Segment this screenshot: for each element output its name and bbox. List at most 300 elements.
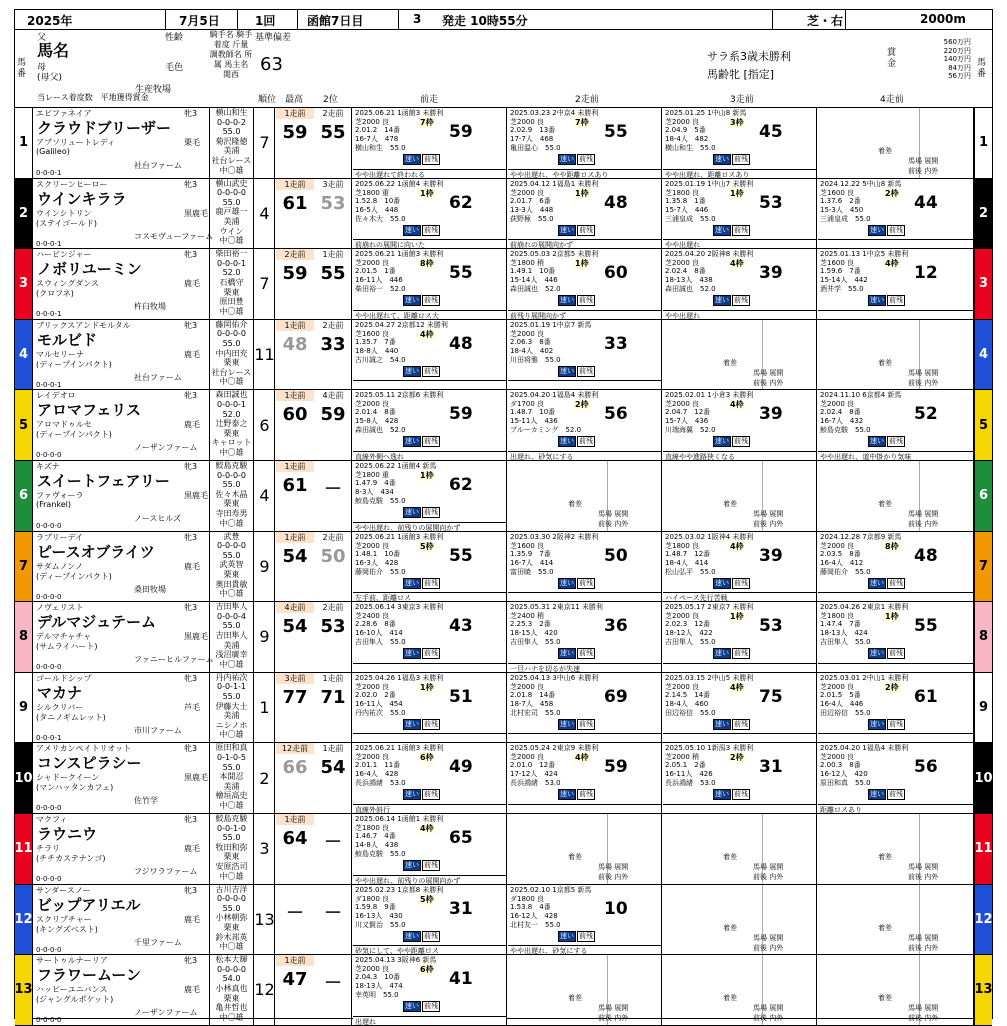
- sire-name: サンダースノー: [36, 885, 91, 895]
- past-race-1[interactable]: [353, 743, 507, 813]
- jockey-line: 55.0: [222, 903, 241, 913]
- past-race-4[interactable]: [818, 602, 974, 672]
- horse-name[interactable]: ノボリユーミン: [37, 260, 142, 279]
- umaban-left: 7: [15, 532, 33, 602]
- past-race-2[interactable]: [508, 249, 662, 319]
- past-race-4[interactable]: [818, 673, 974, 743]
- race-header: 2025.05.11 2京都6 未勝利: [355, 391, 444, 400]
- past-race-4[interactable]: [818, 179, 974, 249]
- second-figure: 54: [320, 757, 346, 779]
- race-figure: 53: [759, 616, 783, 637]
- dam-name: シルクリバー: [36, 702, 84, 712]
- race-year: 2025年: [27, 14, 73, 28]
- past-race-1[interactable]: [353, 885, 507, 955]
- sire-name: ハービンジャー: [36, 250, 92, 260]
- broodmare-sire: (ディープインパクト): [36, 571, 112, 581]
- second-label: 2走前: [322, 320, 344, 330]
- jockey-line: 牧田和弥: [215, 842, 248, 852]
- rank: 7: [255, 108, 275, 178]
- race-figure: 62: [449, 475, 473, 495]
- jockey-line: 美浦: [223, 640, 240, 650]
- past-race-3[interactable]: [663, 179, 817, 249]
- past-race-4[interactable]: [818, 390, 974, 460]
- race-comment: [818, 310, 973, 319]
- past-race-2[interactable]: [508, 602, 662, 672]
- race-tags: 速い 前残: [405, 1002, 438, 1011]
- jockey-line: 横山和生: [215, 108, 248, 117]
- past-race-2[interactable]: [508, 390, 662, 460]
- distance: 2000m: [920, 12, 966, 26]
- race-header: 2025.01.19 1中山7 未勝利: [665, 179, 754, 188]
- jockey-line: 本間忍: [219, 772, 244, 782]
- horse-name[interactable]: ビップアリエル: [37, 895, 141, 914]
- race-figure: 62: [449, 192, 473, 213]
- race-course: 芝2400 稍: [510, 612, 545, 621]
- jockey-line: 檜垣高史: [215, 791, 248, 801]
- jockey-line: 浅沼廣幸: [215, 650, 248, 660]
- past-race-1[interactable]: [353, 814, 507, 884]
- race-meta: 1.46.7 4番 14-8人 438 鮫島克駿 55.0: [355, 832, 406, 858]
- jockey-line: 0-0-0-0: [216, 541, 247, 551]
- race-meta: 2.14.5 14番 18-4人 460 田辺裕信 55.0: [665, 690, 716, 717]
- race-tags: 速い 前残: [405, 649, 438, 658]
- jockey-line: 55.0: [222, 127, 241, 137]
- race-figure: 39: [759, 263, 783, 284]
- rank: 12: [255, 955, 275, 1025]
- post-position: 7枠: [420, 118, 434, 127]
- race-course: 芝1800 良: [665, 541, 700, 550]
- horse-name[interactable]: マカナ: [37, 683, 83, 702]
- best-figure: 66: [282, 757, 308, 779]
- baba-label: 馬場 展開: [753, 368, 784, 377]
- speed-figures: [276, 320, 352, 390]
- broodmare-sire: (チチカステナンゴ): [36, 854, 106, 863]
- breeder: 杵臼牧場: [134, 302, 166, 312]
- post-position: 2枠: [575, 400, 589, 410]
- race-comment: 直線外斜行: [353, 804, 506, 813]
- second-figure: －: [324, 832, 342, 853]
- speed-figures: [276, 885, 352, 955]
- dam-name: デルマチャチャ: [36, 632, 92, 642]
- race-course: 芝2000 良: [820, 753, 855, 762]
- post-position: 2枠: [885, 188, 899, 198]
- horse-name[interactable]: モルビド: [37, 330, 98, 349]
- umaban-left: 10: [15, 743, 33, 813]
- jockey-line: 0-1-0-5: [216, 752, 247, 762]
- rank: 4: [255, 461, 275, 531]
- jockey-line: 栗東: [223, 922, 240, 932]
- horse-name[interactable]: アロマフェリス: [37, 401, 141, 420]
- umaban-right: 4: [974, 320, 992, 390]
- race-meta: 1.35.7 7番 18-8人 440 古川誠之 54.0: [355, 337, 406, 364]
- past-race-empty: [508, 461, 662, 531]
- breeder: 千里ファーム: [134, 937, 182, 947]
- earnings-record: 0-0-0-0: [36, 875, 62, 883]
- umaban-right: 1: [974, 108, 992, 178]
- race-course: 芝1600 良: [820, 259, 855, 268]
- race-meta: 2.04.7 12番 15-7人 436 川端海翼 52.0: [665, 408, 716, 435]
- race-course: 芝2000 良: [355, 682, 390, 691]
- race-class: サラ系3歳未勝利: [707, 50, 791, 63]
- jockey-line: 原田豊: [219, 297, 244, 307]
- race-header: 2025.01.25 1中山8 新馬: [665, 109, 747, 117]
- second-figure: 53: [320, 616, 346, 638]
- race-tags: 速い 前残: [560, 225, 593, 234]
- horse-row: [15, 249, 992, 320]
- second-label: 1走前: [322, 673, 344, 683]
- sex-header: 性齢: [165, 33, 184, 43]
- second-figure: 53: [320, 192, 346, 214]
- past-race-1[interactable]: [353, 602, 507, 672]
- jockey-line: 中〇雄: [219, 589, 244, 599]
- past-race-empty: [818, 814, 974, 884]
- jockey-line: 吉田隼人: [215, 630, 248, 640]
- horse-row: [15, 955, 992, 1026]
- race-tags: 速い 前残: [405, 225, 438, 234]
- past-race-2[interactable]: [508, 179, 662, 249]
- best-label: 4走前: [276, 602, 314, 613]
- second-figure: －: [324, 479, 342, 500]
- sex-age: 牝3: [184, 320, 198, 330]
- position-label: 前後 内外: [753, 873, 784, 881]
- dam-name: サダムノンノ: [36, 561, 83, 571]
- surface: 芝・右: [807, 14, 844, 28]
- chakusa-label: 着差: [878, 923, 892, 932]
- chakusa-label: 着差: [878, 994, 892, 1003]
- race-comment: やや出遅れ、前残りの展開向かず: [353, 875, 506, 884]
- race-course: 芝2000 良: [665, 400, 700, 409]
- race-course: 芝2000 良: [355, 753, 390, 762]
- past-race-4[interactable]: [818, 532, 974, 602]
- race-course: 芝2000 良: [355, 400, 390, 409]
- race-figure: 56: [914, 757, 938, 778]
- race-meta: 2.02.3 12番 18-12人 422 吉田隼人 55.0: [665, 620, 716, 647]
- jockey-line: 鈴木邦英: [215, 932, 248, 942]
- jockey-block: [209, 249, 253, 319]
- race-figure: 10: [604, 898, 628, 919]
- post-position: 1枠: [420, 471, 434, 480]
- jockey-line: 美浦: [223, 216, 240, 226]
- jockey-line: 原田和真: [215, 743, 248, 753]
- jockey-line: 古川吉洋: [215, 884, 248, 894]
- jockey-line: ウイン: [219, 226, 244, 236]
- race-header: 2025.01.13 1中京5 未勝利: [820, 250, 909, 259]
- post-position: 1枠: [730, 612, 744, 622]
- sire-name: スクリーンヒーロー: [36, 179, 108, 189]
- race-comment: 直線やや進路狭くなる: [663, 451, 816, 460]
- sire-name: ブリックスアンドモルタル: [36, 320, 131, 330]
- past-race-3[interactable]: [663, 602, 817, 672]
- best-label: 1走前: [276, 955, 314, 966]
- race-comment: 距離ロスあり: [818, 804, 973, 813]
- past-race-2[interactable]: [508, 673, 662, 743]
- umaban-right: 2: [974, 179, 992, 249]
- umaban-header-right: 馬番: [977, 58, 987, 79]
- post-position: 8枠: [420, 259, 434, 269]
- broodmare-sire: (Frankel): [36, 500, 72, 509]
- jockey-line: 中内田充: [215, 348, 248, 358]
- past-race-1[interactable]: [353, 249, 507, 319]
- chakusa-label: 着差: [568, 853, 582, 861]
- horse-name[interactable]: クラウドブリーザー: [37, 119, 171, 137]
- jockey-line: 中〇雄: [219, 730, 244, 740]
- race-header: 2025.02.10 1京都5 新馬: [510, 885, 592, 894]
- past-race-2[interactable]: [508, 885, 662, 955]
- race-meta: 2.25.3 2番 18-15人 420 吉田隼人 55.0: [510, 620, 561, 647]
- race-tags: 速い 前残: [560, 366, 593, 375]
- best-label: 2走前: [276, 249, 314, 260]
- jockey-line: 中〇雄: [219, 800, 244, 810]
- jockey-line: 中〇雄: [219, 1012, 244, 1022]
- past-race-2[interactable]: [508, 532, 662, 602]
- race-figure: 55: [449, 545, 473, 566]
- past-race-3[interactable]: [663, 532, 817, 602]
- umaban-left: 6: [15, 461, 33, 531]
- race-meta: 2.01.5 5番 16-4人 446 田辺裕信 55.0: [820, 690, 871, 717]
- breeder: ノーザンファーム: [134, 443, 198, 453]
- post-position: 7枠: [575, 118, 589, 127]
- race-comment: [818, 663, 973, 672]
- sex-age: 牝3: [184, 603, 198, 613]
- sire-name: レイデオロ: [36, 391, 76, 401]
- jockey-block: [209, 179, 253, 249]
- prize-label: 賞金: [887, 48, 897, 69]
- past-race-3[interactable]: [663, 743, 817, 813]
- horse-info: [34, 390, 254, 460]
- race-figure: 43: [449, 616, 473, 637]
- horse-info: [34, 602, 254, 672]
- race-course: 芝2000 良: [820, 541, 855, 550]
- sex-age: 牝3: [184, 109, 198, 118]
- race-comment: 直線外側へ逸れ: [353, 451, 506, 460]
- race-comment: やや出遅れ: [663, 310, 816, 319]
- past-race-3[interactable]: [663, 108, 817, 178]
- breeder-header: 生産牧場: [135, 85, 172, 95]
- jockey-line: 55.0: [222, 338, 241, 348]
- horse-row: [15, 532, 992, 603]
- sire-name: マクフィ: [36, 815, 68, 824]
- earnings-record: 0-0-0-1: [36, 733, 62, 742]
- speed-figures: [276, 249, 352, 319]
- race-comment: [508, 804, 661, 813]
- race-meta: 1.53.8 4番 16-12人 428 北村友一 55.0: [510, 902, 561, 929]
- horse-info: [34, 532, 254, 602]
- race-figure: 56: [604, 404, 628, 425]
- race-figure: 59: [604, 757, 628, 778]
- race-figure: 31: [759, 757, 783, 778]
- coat-color: 鹿毛: [184, 349, 200, 359]
- race-meta: 1.59.6 7番 15-14人 442 酒井学 55.0: [820, 267, 868, 294]
- sire-name: ラブリーデイ: [36, 532, 84, 542]
- past-race-4[interactable]: [818, 249, 974, 319]
- umaban-left: 8: [15, 602, 33, 672]
- post-position: 1枠: [575, 259, 589, 269]
- sire-header: 父: [37, 33, 47, 43]
- race-tags: 速い 前残: [560, 931, 593, 940]
- jockey-line: 中〇雄: [219, 518, 244, 528]
- race-header: 2025.06.22 1函館4 未勝利: [355, 179, 444, 188]
- second-figure: －: [324, 902, 342, 924]
- race-figure: 48: [604, 192, 628, 213]
- second-figure: 33: [320, 333, 346, 355]
- chakusa-label: 着差: [568, 500, 582, 508]
- baba-label: 馬場 展開: [753, 863, 784, 871]
- breeder: コスモヴューファーム: [134, 231, 214, 241]
- jockey-block: [209, 814, 253, 884]
- best-label: 1走前: [276, 179, 314, 190]
- race-comment: やや出遅れ、距離ロスあり: [663, 169, 816, 178]
- past-race-1[interactable]: [353, 108, 507, 178]
- second-header: 2位: [323, 95, 338, 105]
- best-label: 1走前: [276, 108, 314, 119]
- past-race-1[interactable]: [353, 320, 507, 390]
- past-race-3[interactable]: [663, 249, 817, 319]
- past-race-2[interactable]: [508, 320, 662, 390]
- post-position: 1枠: [575, 188, 589, 198]
- horse-info: [34, 885, 254, 955]
- past-race-1[interactable]: [353, 532, 507, 602]
- horse-name[interactable]: コンスピラシー: [37, 754, 142, 773]
- horse-info: [34, 955, 254, 1025]
- jockey-line: 美浦: [223, 146, 240, 156]
- chakusa-label: 着差: [878, 500, 892, 508]
- race-tags: 速い 前残: [870, 578, 903, 587]
- past-race-1[interactable]: [353, 461, 507, 531]
- jockey-line: 菊沢隆徳: [215, 136, 248, 146]
- race-venue: 函館7日目: [307, 14, 364, 28]
- race-comment: やや出遅れ: [663, 239, 816, 248]
- past-race-1[interactable]: [353, 955, 507, 1025]
- past-race-4[interactable]: [818, 743, 974, 813]
- broodmare-sire: (タニノギムレット): [36, 712, 106, 722]
- jockey-line: 55.0: [222, 833, 241, 843]
- best-label: 1走前: [276, 814, 314, 825]
- post-position: 2枠: [885, 682, 899, 692]
- race-header: 2025.04.20 2阪神8 未勝利: [665, 250, 754, 259]
- race-course: ダ1800 良: [355, 894, 390, 903]
- jockey-line: 55.0: [222, 197, 241, 207]
- race-figure: 36: [604, 616, 628, 637]
- broodmare-sire: (ディープインパクト): [36, 359, 112, 369]
- jockey-line: 柴田裕一: [215, 249, 248, 259]
- position-label: 前後 内外: [753, 520, 784, 528]
- race-tags: 速い 前残: [560, 649, 593, 658]
- dam-name: アブソリュートレディ: [36, 138, 116, 147]
- second-label: 4走前: [322, 391, 344, 401]
- past-race-3[interactable]: [663, 390, 817, 460]
- breeder: 市川ファーム: [134, 725, 182, 735]
- race-tags: 速い 前残: [870, 437, 903, 446]
- horse-name[interactable]: ピースオブライツ: [37, 542, 155, 561]
- race-header: 2025.04.12 1福島1 未勝利: [510, 179, 599, 188]
- jockey-line: 丹内祐次: [215, 672, 248, 682]
- jockey-line: 0-0-1-1: [216, 682, 247, 692]
- rank: 9: [255, 602, 275, 672]
- horse-name[interactable]: デルマジュテーム: [37, 613, 156, 632]
- jockey-line: 中〇雄: [219, 659, 244, 669]
- race-figure: 33: [604, 333, 628, 354]
- post-position: 1枠: [420, 188, 434, 198]
- race-meta: 2.01.2 14番 16-7人 478 横山和生 55.0: [355, 126, 406, 152]
- jockey-line: 0-0-0-1: [216, 258, 247, 268]
- coat-color: 鹿毛: [184, 420, 200, 430]
- race-kai: 1回: [255, 14, 276, 28]
- race-figure: 39: [759, 404, 783, 425]
- horse-name[interactable]: ウインキララ: [37, 189, 127, 208]
- post-position: 4枠: [575, 753, 589, 763]
- race-tags: 速い 前残: [715, 155, 748, 163]
- race-figure: 48: [914, 545, 938, 566]
- position-label: 前後 内外: [753, 378, 784, 387]
- jockey-line: 0-0-0-0: [216, 188, 247, 198]
- race-course: 芝1800 良: [665, 188, 700, 197]
- horse-name[interactable]: スイートフェアリー: [37, 472, 170, 490]
- race-tags: 速い 前残: [405, 296, 438, 305]
- race-course: 芝2000 良: [510, 118, 545, 126]
- race-course: ダ1800 良: [510, 894, 545, 903]
- horse-row: [15, 179, 992, 250]
- race-tags: 速い 前残: [715, 649, 748, 658]
- past-race-1[interactable]: [353, 179, 507, 249]
- past-race-3[interactable]: [663, 673, 817, 743]
- race-meta: 1.49.1 10番 15-14人 446 森田誠也 52.0: [510, 267, 561, 294]
- race-comment: 砂気にして、やや距離ロス: [353, 945, 506, 954]
- jockey-line: 栗東: [223, 428, 240, 438]
- race-course: 芝1800 良: [820, 612, 855, 621]
- race-figure: 65: [449, 828, 473, 848]
- color-header: 毛色: [165, 63, 184, 73]
- chakusa-label: 着差: [723, 994, 737, 1003]
- race-meta: 2.01.7 6番 13-3人 448 荻野極 55.0: [510, 196, 554, 223]
- best-label: 1走前: [276, 390, 314, 401]
- jockey-line: 横山武史: [215, 178, 248, 188]
- race-tags: 速い 前残: [560, 578, 593, 587]
- speed-figures: [276, 743, 352, 813]
- race-comment: 一旦ハナを切るが失速: [508, 663, 661, 672]
- race-meta: 2.02.9 13番 17-7人 468 亀田温心 55.0: [510, 126, 561, 152]
- post-position: 4枠: [730, 400, 744, 410]
- jockey-line: 鮫島克駿: [215, 814, 248, 823]
- race-comment: ハイペース先行苦戦: [663, 592, 816, 601]
- jockey-line: 0-0-0-1: [216, 399, 247, 409]
- past-race-empty: [663, 320, 817, 390]
- race-header: 2025.04.27 2京都12 未勝利: [355, 320, 448, 329]
- race-comment: [353, 733, 506, 742]
- past-race-1[interactable]: [353, 390, 507, 460]
- position-label: 前後 内外: [753, 943, 784, 952]
- dam-name: シャドークイーン: [36, 773, 100, 783]
- bms-header: (母父): [37, 73, 63, 83]
- post-position: 8枠: [885, 541, 899, 551]
- past-race-empty: [508, 955, 662, 1025]
- race-meta: 1.35.8 1番 15-7人 446 三浦皇成 55.0: [665, 196, 716, 223]
- jockey-line: 小林朝弥: [215, 913, 248, 923]
- race-comment: 前残り展開向かず: [508, 310, 661, 319]
- past-race-2[interactable]: [508, 743, 662, 813]
- race-meta: 1.48.7 10番 15-11人 436 ブルーカミング 52.0: [510, 408, 582, 435]
- horse-row: [15, 108, 992, 179]
- jockey-line: 美浦: [223, 711, 240, 721]
- best-figure: 59: [282, 122, 308, 143]
- jockey-line: ニシノホ: [215, 720, 248, 730]
- race-header: 2024.11.10 6京都4 新馬: [820, 391, 902, 400]
- second-label: 2走前: [322, 109, 344, 118]
- race-meta: 2.05.1 2番 16-11人 426 長浜鴻緒 53.0: [665, 761, 716, 788]
- horse-name[interactable]: ラウニウ: [37, 825, 98, 843]
- past-race-2[interactable]: [508, 108, 662, 178]
- past-race-1[interactable]: [353, 673, 507, 743]
- horse-name[interactable]: フラワームーン: [37, 966, 141, 985]
